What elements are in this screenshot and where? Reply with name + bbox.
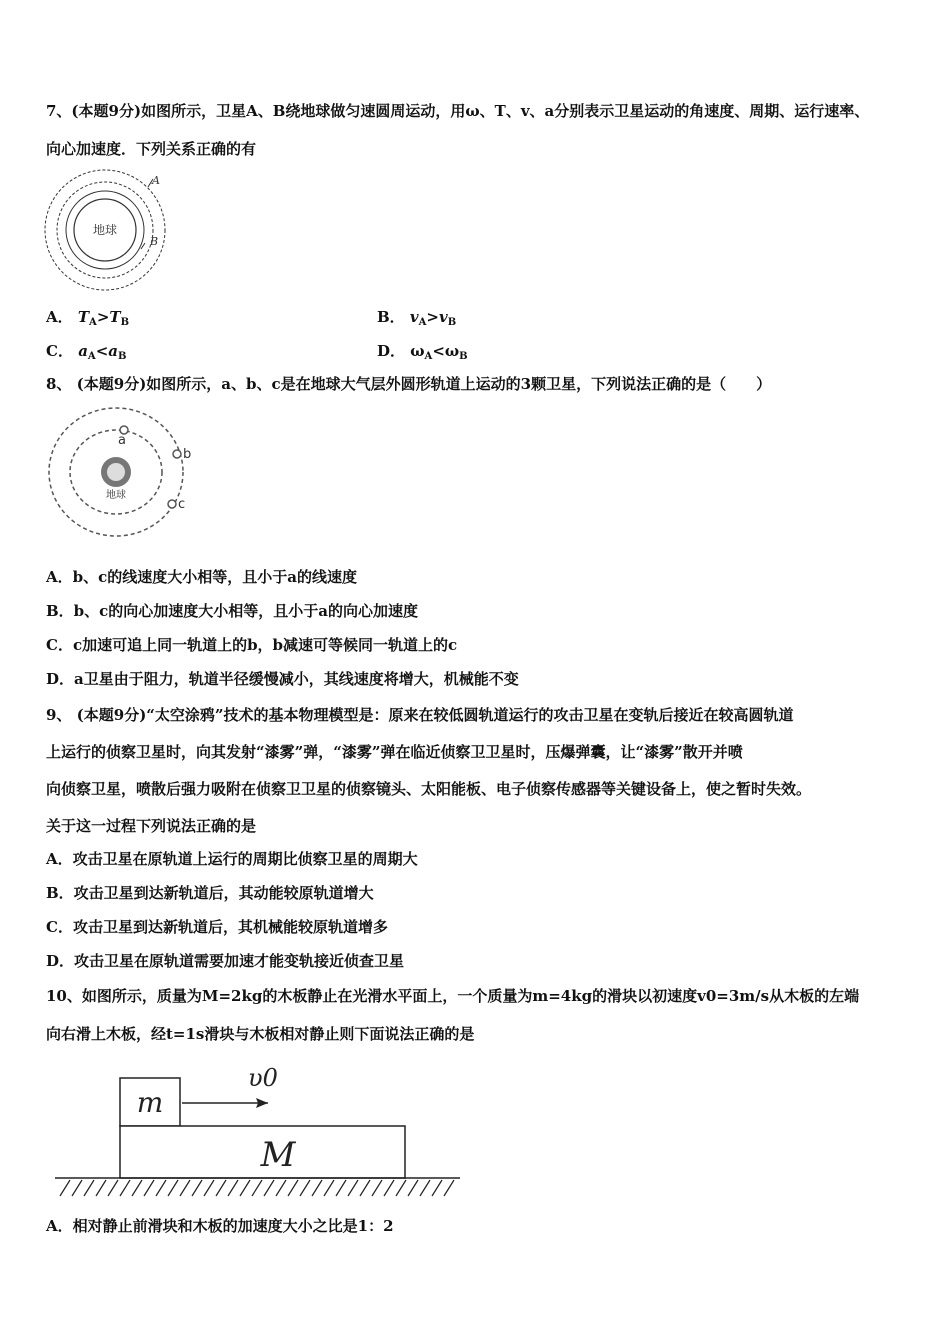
ground-hatching [60,1180,454,1196]
q10-stem-line1: 10、如图所示，质量为M=2kg的木板静止在光滑水平面上，一个质量为m=4kg的滑块以初速度v0=3m/s从木板的左端 [46,987,860,1005]
q7-option-c[interactable] [46,341,126,367]
q9-option-d[interactable]: D．攻击卫星在原轨道需要加速才能变轨接近侦查卫星 [46,952,405,970]
q7-option-b[interactable] [377,307,456,333]
q9-stem-line2: 上运行的侦察卫星时，向其发射“漆雾”弹，“漆雾”弹在临近侦察卫卫星时，压爆弹囊，让“漆雾”散开并喷 [46,743,743,761]
earth-label: 地球 [92,223,118,237]
q9-option-c[interactable]: C．攻击卫星到达新轨道后，其机械能较原轨道增多 [46,918,388,936]
option-formula: $T_A>T_B$ [77,308,130,328]
q8-option-a[interactable]: A．b、c的线速度大小相等，且小于a的线速度 [46,568,357,586]
option-formula: $a_A<a_B$ [78,342,127,362]
label-a: A [152,174,160,187]
q7-orbit-figure [40,165,175,300]
option-letter: A． [46,308,73,326]
velocity-label: υ0 [248,1064,278,1092]
q10-block-board-figure [50,1060,470,1205]
q9-option-a[interactable]: A．攻击卫星在原轨道上运行的周期比侦察卫星的周期大 [46,850,418,868]
board-label: M [260,1135,296,1175]
q9-option-b[interactable]: B．攻击卫星到达新轨道后，其动能较原轨道增大 [46,884,374,902]
option-formula: $\omega_A<\omega_B$ [410,342,468,362]
q9-stem-line4: 关于这一过程下列说法正确的是 [46,817,257,835]
q8-option-b[interactable]: B．b、c的向心加速度大小相等，且小于a的向心加速度 [46,602,419,620]
q8-orbit-figure [44,404,204,544]
label-c: c [178,497,186,512]
option-formula: $v_A>v_B$ [409,308,457,328]
q10-stem-line2: 向右滑上木板，经t=1s滑块与木板相对静止则下面说法正确的是 [46,1025,475,1043]
satellite-c [168,500,176,508]
q9-stem-line3: 向侦察卫星，喷散后强力吸附在侦察卫卫星的侦察镜头、太阳能板、电子侦察传感器等关键设备上，使之暂时失效。 [46,780,812,798]
q10-option-a[interactable]: A．相对静止前滑块和木板的加速度大小之比是1：2 [46,1217,394,1235]
option-letter: B． [377,308,405,326]
q7-stem-line2: 向心加速度．下列关系正确的有 [46,140,257,158]
q8-option-d[interactable]: D．a卫星由于阻力，轨道半径缓慢减小，其线速度将增大，机械能不变 [46,670,519,688]
q7-option-a[interactable] [46,307,129,333]
label-a: a [118,433,126,448]
label-b: B [150,235,159,248]
label-b: b [183,447,192,462]
satellite-b [173,450,181,458]
option-letter: C． [46,342,73,360]
q9-stem-line1: 9、 (本题9分)“太空涂鸦”技术的基本物理模型是：原来在较低圆轨道运行的攻击卫星在变轨后接近在较高圆轨道 [46,706,794,724]
q7-option-d[interactable] [377,341,468,367]
block-label: m [136,1086,164,1119]
earth-label: 地球 [106,490,126,501]
q8-option-c[interactable]: C．c加速可追上同一轨道上的b，b减速可等候同一轨道上的c [46,636,458,654]
q8-stem-line1: 8、 (本题9分)如图所示，a、b、c是在地球大气层外圆形轨道上运动的3颗卫星，下列说法正确的是（ ） [46,375,772,393]
q7-stem-line1: 7、(本题9分)如图所示，卫星A、B绕地球做匀速圆周运动，用ω、T、v、a分别表示卫星运动的角速度、周期、运行速率、 [46,102,870,120]
option-letter: D． [377,342,406,360]
